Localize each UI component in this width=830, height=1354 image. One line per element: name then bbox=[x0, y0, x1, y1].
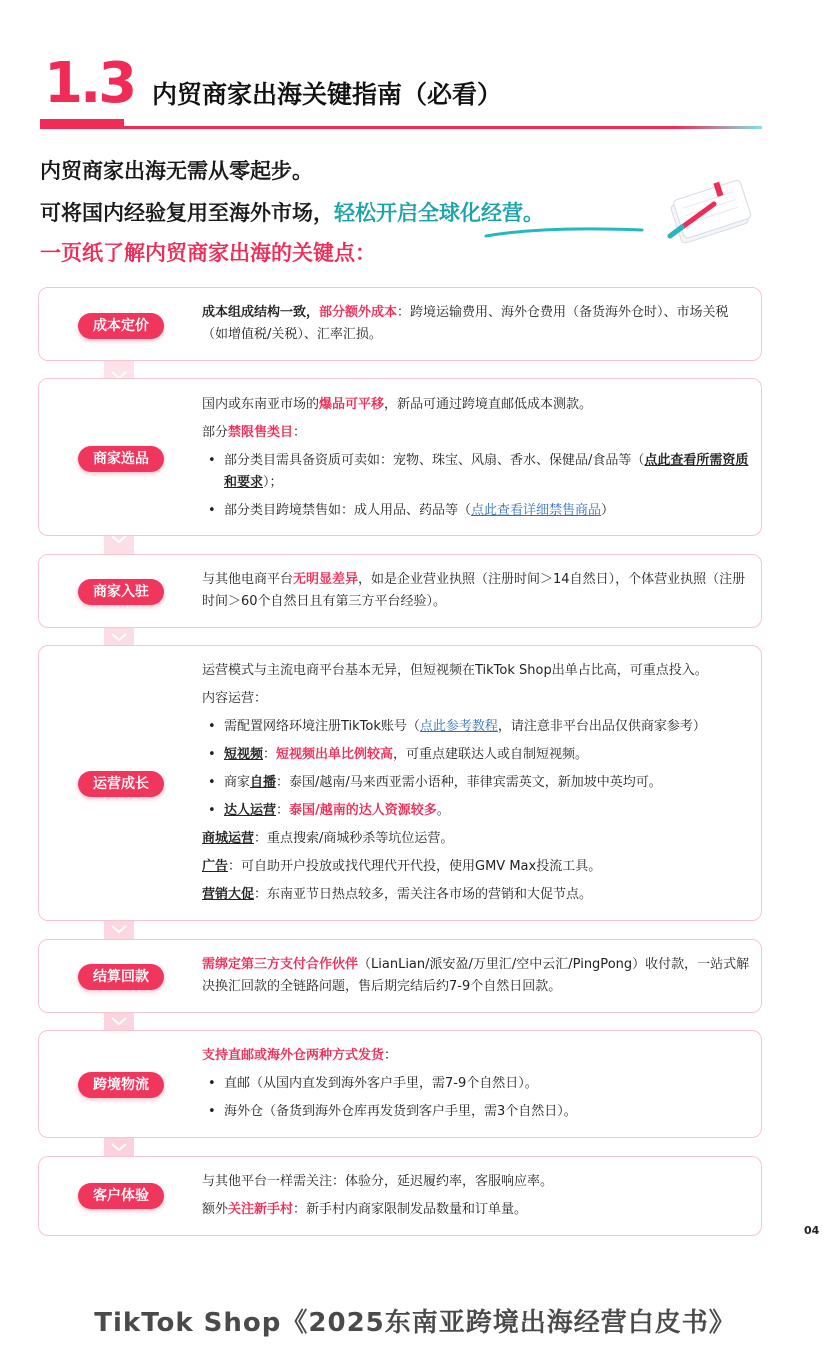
onboarding-a: 与其他电商平台 bbox=[202, 572, 294, 587]
prohibited-goods-link[interactable]: 点此查看详细禁售商品 bbox=[471, 503, 602, 518]
settlement-highlight: 需绑定第三方支付合作伙伴 bbox=[202, 957, 359, 972]
chevron-down-icon bbox=[110, 1016, 128, 1026]
book-pen-icon bbox=[660, 178, 760, 246]
selection-line2-b: ： bbox=[293, 425, 307, 440]
intro-line-2-highlight: 轻松开启全球化经营。 bbox=[334, 201, 544, 225]
qualification-link[interactable]: 点此查看所需资质和要求 bbox=[224, 453, 749, 490]
section-tag-selection: 商家选品 bbox=[78, 446, 164, 472]
ops-b1-b: ，请注意非平台出品仅供商家参考） bbox=[497, 719, 706, 734]
selection-bullet1-end: ）； bbox=[263, 475, 283, 490]
section-content-onboarding bbox=[202, 569, 750, 613]
ops-b3-label: 自播 bbox=[250, 775, 277, 790]
experience-line1: 与其他平台一样需关注：体验分，延迟履约率，客服响应率。 bbox=[202, 1174, 554, 1189]
title-divider bbox=[40, 126, 762, 129]
ops-b2-highlight: 短视频出单比例较高 bbox=[276, 747, 394, 762]
cost-highlight: 部分额外成本 bbox=[319, 305, 398, 320]
selection-bullet1-text: 部分类目需具备资质可卖如：宠物、珠宝、风扇、香水、保健品/食品等（ bbox=[224, 453, 645, 468]
section-number: 1.3 bbox=[44, 51, 135, 116]
page-title: 内贸商家出海关键指南（必看） bbox=[152, 80, 503, 109]
section-content-operations bbox=[202, 660, 750, 906]
ops-b3-b: ：泰国/越南/马来西亚需小语种，菲律宾需英文，新加坡中英均可。 bbox=[276, 775, 662, 790]
intro-line-2-text: 可将国内经验复用至海外市场， bbox=[40, 201, 334, 225]
section-content-experience bbox=[202, 1171, 750, 1221]
tutorial-link[interactable]: 点此参考教程 bbox=[419, 719, 498, 734]
title-divider-accent bbox=[40, 119, 124, 129]
operations-line2: 内容运营： bbox=[202, 691, 268, 706]
experience-highlight: 关注新手村 bbox=[228, 1202, 294, 1217]
ops-b1-a: 需配置网络环境注册TikTok账号（ bbox=[224, 719, 420, 734]
list-item bbox=[202, 500, 750, 522]
operations-line1: 运营模式与主流电商平台基本无异，但短视频在TikTok Shop出单占比高，可重点投入。 bbox=[202, 663, 708, 678]
ops-b2-b: ，可重点建联达人或自制短视频。 bbox=[393, 747, 589, 762]
ops-b4-label: 达人运营 bbox=[224, 803, 277, 818]
section-tag-logistics: 跨境物流 bbox=[78, 1072, 164, 1098]
selection-line2-a: 部分 bbox=[202, 425, 229, 440]
logistics-highlight: 支持直邮或海外仓两种方式发货 bbox=[202, 1048, 385, 1063]
list-item bbox=[202, 772, 750, 794]
ops-b4-highlight: 泰国/越南的达人资源较多 bbox=[289, 803, 437, 818]
ops-b2-colon: ： bbox=[263, 747, 277, 762]
list-item bbox=[202, 716, 750, 738]
section-content-cost bbox=[202, 302, 750, 346]
ops-b2-label: 短视频 bbox=[224, 747, 264, 762]
list-item bbox=[202, 450, 750, 494]
section-tag-settlement: 结算回款 bbox=[78, 964, 164, 990]
selection-line1-a: 国内或东南亚市场的 bbox=[202, 397, 320, 412]
chevron-down-icon bbox=[110, 632, 128, 642]
ops-l5-b: ：东南亚节日热点较多，需关注各市场的营销和大促节点。 bbox=[254, 887, 593, 902]
list-item bbox=[202, 744, 750, 766]
ops-l4-b: ：可自助开户投放或找代理代开代投，使用GMV Max投流工具。 bbox=[228, 859, 602, 874]
ops-l3-label: 商城运营 bbox=[202, 831, 255, 846]
section-content-settlement bbox=[202, 954, 750, 998]
onboarding-highlight: 无明显差异 bbox=[293, 572, 359, 587]
settlement-detail: （LianLian/派安盈/万里汇/空中云汇/PingPong）收付款，一站式解决换汇回款的全链路问题，售后期完结后约7-9个自然日回款。 bbox=[202, 957, 750, 994]
ops-l3-b: ：重点搜索/商城秒杀等坑位运营。 bbox=[254, 831, 454, 846]
ops-b4-b: 。 bbox=[436, 803, 450, 818]
ops-b4-colon: ： bbox=[276, 803, 290, 818]
ops-b3-a: 商家 bbox=[224, 775, 251, 790]
section-tag-onboarding: 商家入驻 bbox=[78, 579, 164, 605]
swoosh-underline bbox=[484, 224, 644, 240]
cost-detail: ：跨境运输费用、海外仓费用（备货海外仓时）、市场关税（如增值税/关税）、汇率汇损。 bbox=[202, 305, 729, 342]
experience-l2-a: 额外 bbox=[202, 1202, 229, 1217]
section-content-selection bbox=[202, 394, 750, 522]
chevron-down-icon bbox=[110, 924, 128, 934]
onboarding-b: ，如是企业营业执照（注册时间＞14自然日），个体营业执照（注册时间＞60个自然日且有第三方平台经验）。 bbox=[202, 572, 746, 609]
list-item: • 海外仓（备货到海外仓库再发货到客户手里，需3个自然日）。 bbox=[202, 1101, 750, 1123]
footer-title: TikTok Shop《2025东南亚跨境出海经营白皮书》 bbox=[94, 1308, 736, 1338]
list-item bbox=[202, 800, 750, 822]
page-number: 04 bbox=[804, 1224, 820, 1237]
list-item: • 直邮（从国内直发到海外客户手里，需7-9个自然日）。 bbox=[202, 1073, 750, 1095]
section-tag-operations: 运营成长 bbox=[78, 771, 164, 797]
intro-line-1: 内贸商家出海无需从零起步。 bbox=[40, 159, 313, 183]
ops-l5-label: 营销大促 bbox=[202, 887, 255, 902]
logistics-colon: ： bbox=[384, 1048, 398, 1063]
chevron-down-icon bbox=[110, 1142, 128, 1152]
section-tag-experience: 客户体验 bbox=[78, 1183, 164, 1209]
selection-line1-highlight: 爆品可平移 bbox=[319, 397, 385, 412]
ops-l4-label: 广告 bbox=[202, 859, 229, 874]
selection-line2-highlight: 禁限售类目 bbox=[228, 425, 294, 440]
selection-bullet2-end: ） bbox=[601, 503, 615, 518]
selection-bullet2-text: 部分类目跨境禁售如：成人用品、药品等（ bbox=[224, 503, 472, 518]
intro-line-3: 一页纸了解内贸商家出海的关键点： bbox=[40, 241, 376, 265]
selection-line1-b: ，新品可通过跨境直邮低成本测款。 bbox=[384, 397, 593, 412]
cost-lead: 成本组成结构一致， bbox=[202, 305, 320, 320]
intro-line-2 bbox=[40, 198, 544, 228]
section-content-logistics bbox=[202, 1045, 750, 1123]
section-tag-cost: 成本定价 bbox=[78, 313, 164, 339]
experience-l2-b: ：新手村内商家限制发品数量和订单量。 bbox=[293, 1202, 528, 1217]
